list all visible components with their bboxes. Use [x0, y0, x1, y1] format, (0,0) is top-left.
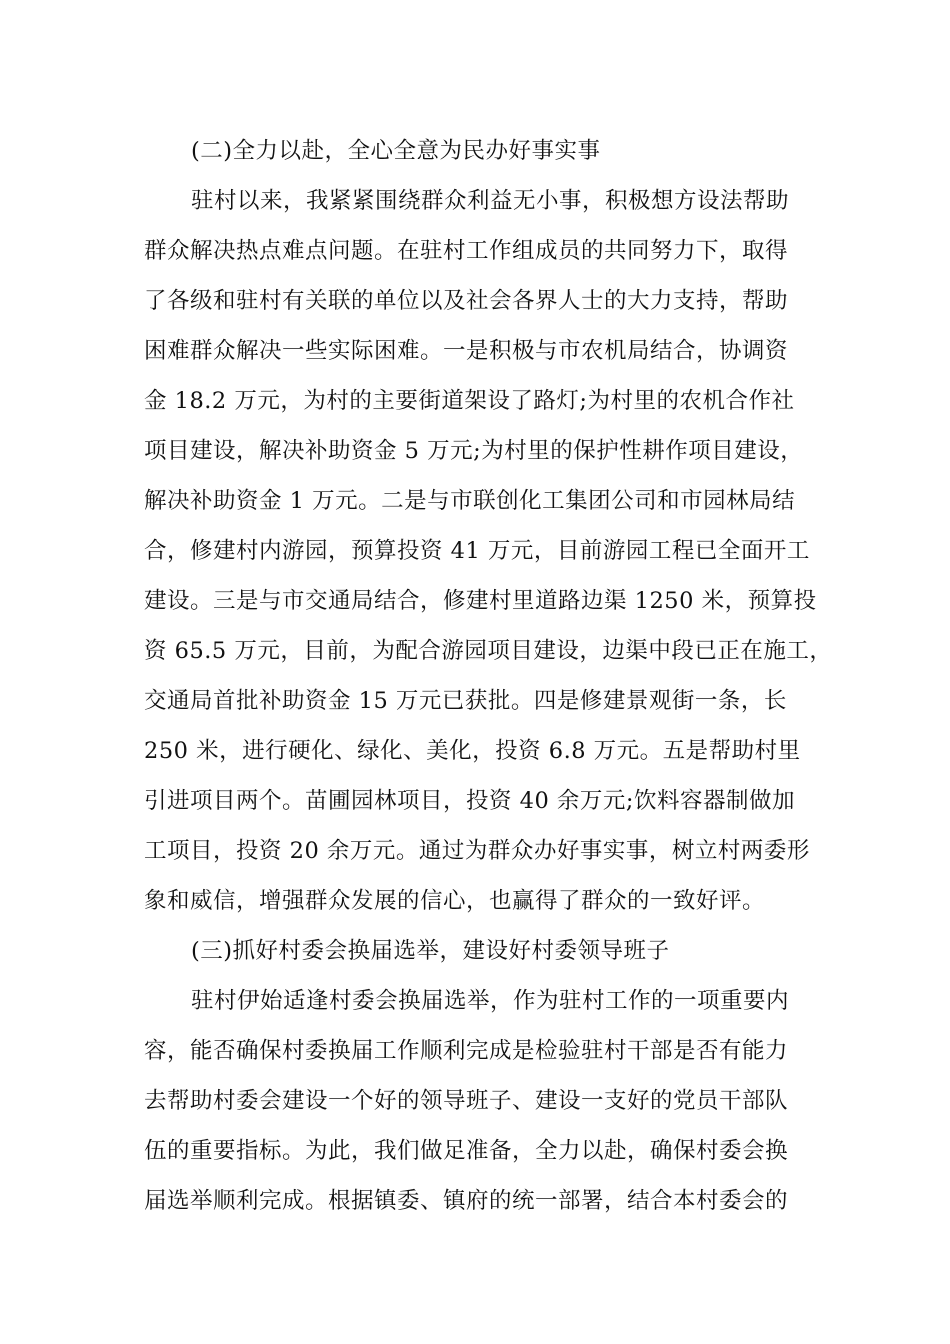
paragraph-line: 困难群众解决一些实际困难。一是积极与市农机局结合，协调资 — [144, 338, 789, 364]
paragraph-line: 引进项目两个。苗圃园林项目，投资 40 余万元;饮料容器制做加 — [144, 788, 796, 814]
paragraph-line: 去帮助村委会建设一个好的领导班子、建设一支好的党员干部队 — [144, 1088, 789, 1114]
section-heading-3: (三)抓好村委会换届选举，建设好村委领导班子 — [191, 938, 670, 964]
section-heading-2: (二)全力以赴，全心全意为民办好事实事 — [191, 138, 601, 164]
paragraph-line: 资 65.5 万元，目前，为配合游园项目建设，边渠中段已正在施工， — [144, 638, 833, 664]
paragraph-line: 建设。三是与市交通局结合，修建村里道路边渠 1250 米，预算投 — [144, 588, 817, 614]
paragraph-line: 解决补助资金 1 万元。二是与市联创化工集团公司和市园林局结 — [144, 488, 796, 514]
paragraph-line: 群众解决热点难点问题。在驻村工作组成员的共同努力下，取得 — [144, 238, 789, 264]
paragraph-line: 交通局首批补助资金 15 万元已获批。四是修建景观街一条，长 — [144, 688, 787, 714]
paragraph-line: 工项目，投资 20 余万元。通过为群众办好事实事，树立村两委形 — [144, 838, 810, 864]
paragraph-line: 了各级和驻村有关联的单位以及社会各界人士的大力支持，帮助 — [144, 288, 789, 314]
paragraph-line: 伍的重要指标。为此，我们做足准备，全力以赴，确保村委会换 — [144, 1138, 789, 1164]
paragraph-line: 合，修建村内游园，预算投资 41 万元，目前游园工程已全面开工 — [144, 538, 810, 564]
paragraph-line: 驻村以来，我紧紧围绕群众利益无小事，积极想方设法帮助 — [191, 188, 790, 214]
paragraph-line: 驻村伊始适逢村委会换届选举，作为驻村工作的一项重要内 — [191, 988, 790, 1014]
paragraph-line: 届选举顺利完成。根据镇委、镇府的统一部署，结合本村委会的 — [144, 1188, 789, 1214]
paragraph-line: 项目建设，解决补助资金 5 万元;为村里的保护性耕作项目建设， — [144, 438, 804, 464]
paragraph-line: 容，能否确保村委换届工作顺利完成是检验驻村干部是否有能力 — [144, 1038, 789, 1064]
paragraph-line: 象和威信，增强群众发展的信心，也赢得了群众的一致好评。 — [144, 888, 766, 914]
paragraph-line: 金 18.2 万元，为村的主要街道架设了路灯;为村里的农机合作社 — [144, 388, 795, 414]
paragraph-line: 250 米，进行硬化、绿化、美化，投资 6.8 万元。五是帮助村里 — [144, 738, 801, 764]
